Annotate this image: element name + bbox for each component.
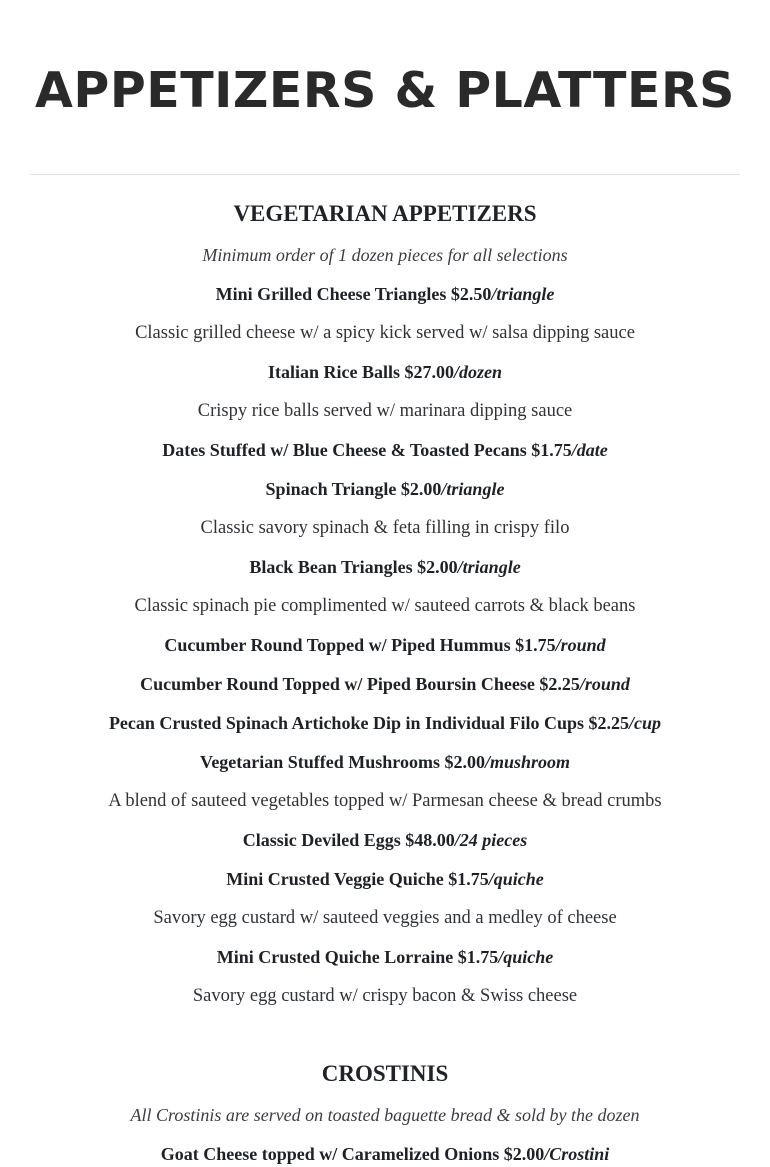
- item-name: Mini Grilled Cheese Triangles $2.50: [215, 284, 492, 304]
- section-note-vegetarian-appetizers: Minimum order of 1 dozen pieces for all selections: [202, 245, 568, 265]
- menu-item-cucumber-round-hummus: [0, 631, 770, 659]
- section-heading-crostinis: CROSTINIS: [321, 1061, 449, 1086]
- menu-item-dates-stuffed: [0, 436, 770, 464]
- item-description-italian-rice-balls: Crispy rice balls served w/ marinara dipping sauce: [197, 401, 573, 421]
- item-unit: /round: [579, 674, 630, 694]
- item-name: Vegetarian Stuffed Mushrooms $2.00: [199, 752, 485, 772]
- menu-item-spinach-triangle: [0, 475, 770, 503]
- item-unit: /quiche: [488, 869, 544, 889]
- item-unit: /triangle: [441, 479, 505, 499]
- item-description-mini-grilled-cheese-triangles: Classic grilled cheese w/ a spicy kick served w/ salsa dipping sauce: [135, 323, 635, 343]
- menu-item-mini-crusted-veggie-quiche: [0, 865, 770, 893]
- item-unit: /dozen: [454, 362, 503, 382]
- item-description-black-bean-triangles: Classic spinach pie complimented w/ sauteed carrots & black beans: [134, 596, 636, 616]
- menu-item-black-bean-triangles: [0, 553, 770, 581]
- item-unit: /date: [571, 440, 608, 460]
- section-heading-vegetarian-appetizers: VEGETARIAN APPETIZERS: [233, 201, 537, 226]
- item-description-mini-crusted-veggie-quiche: Savory egg custard w/ sauteed veggies and a medley of cheese: [153, 908, 617, 928]
- item-name: Pecan Crusted Spinach Artichoke Dip in Individual Filo Cups $2.25: [108, 713, 630, 733]
- item-unit: /Crostini: [544, 1144, 610, 1164]
- item-unit: /mushroom: [484, 752, 571, 772]
- menu-item-italian-rice-balls: [0, 358, 770, 386]
- item-description-spinach-triangle: Classic savory spinach & feta filling in crispy filo: [200, 518, 570, 538]
- item-description-mini-crusted-quiche-lorraine: Savory egg custard w/ crispy bacon & Swiss cheese: [192, 986, 578, 1006]
- item-name: Goat Cheese topped w/ Caramelized Onions $2.00: [160, 1144, 545, 1164]
- title-divider: [30, 174, 740, 175]
- item-description-vegetarian-stuffed-mushrooms: A blend of sauteed vegetables topped w/ Parmesan cheese & bread crumbs: [108, 791, 662, 811]
- page-title: APPETIZERS & PLATTERS: [35, 62, 735, 119]
- item-unit: /quiche: [498, 947, 554, 967]
- item-name: Mini Crusted Veggie Quiche $1.75: [226, 869, 489, 889]
- item-name: Classic Deviled Eggs $48.00: [242, 830, 455, 850]
- menu-item-spinach-artichoke-filo-cups: [0, 709, 770, 737]
- item-unit: /triangle: [491, 284, 555, 304]
- section-note-crostinis: All Crostinis are served on toasted baguette bread & sold by the dozen: [130, 1105, 640, 1125]
- item-unit: /cup: [629, 713, 662, 733]
- item-unit: /24 pieces: [454, 830, 528, 850]
- item-name: Spinach Triangle $2.00: [265, 479, 442, 499]
- item-name: Black Bean Triangles $2.00: [249, 557, 458, 577]
- menu-item-vegetarian-stuffed-mushrooms: [0, 748, 770, 776]
- item-name: Mini Crusted Quiche Lorraine $1.75: [216, 947, 499, 967]
- menu-item-cucumber-round-boursin: [0, 670, 770, 698]
- menu-item-goat-cheese-crostini: [0, 1140, 770, 1167]
- menu-item-mini-crusted-quiche-lorraine: [0, 943, 770, 971]
- item-name: Dates Stuffed w/ Blue Cheese & Toasted Pecans $1.75: [162, 440, 572, 460]
- item-name: Italian Rice Balls $27.00: [267, 362, 454, 382]
- item-unit: /round: [555, 635, 606, 655]
- menu-item-mini-grilled-cheese-triangles: [0, 280, 770, 308]
- item-name: Cucumber Round Topped w/ Piped Hummus $1.75: [164, 635, 556, 655]
- item-unit: /triangle: [457, 557, 521, 577]
- item-name: Cucumber Round Topped w/ Piped Boursin Cheese $2.25: [140, 674, 580, 694]
- menu-item-classic-deviled-eggs: [0, 826, 770, 854]
